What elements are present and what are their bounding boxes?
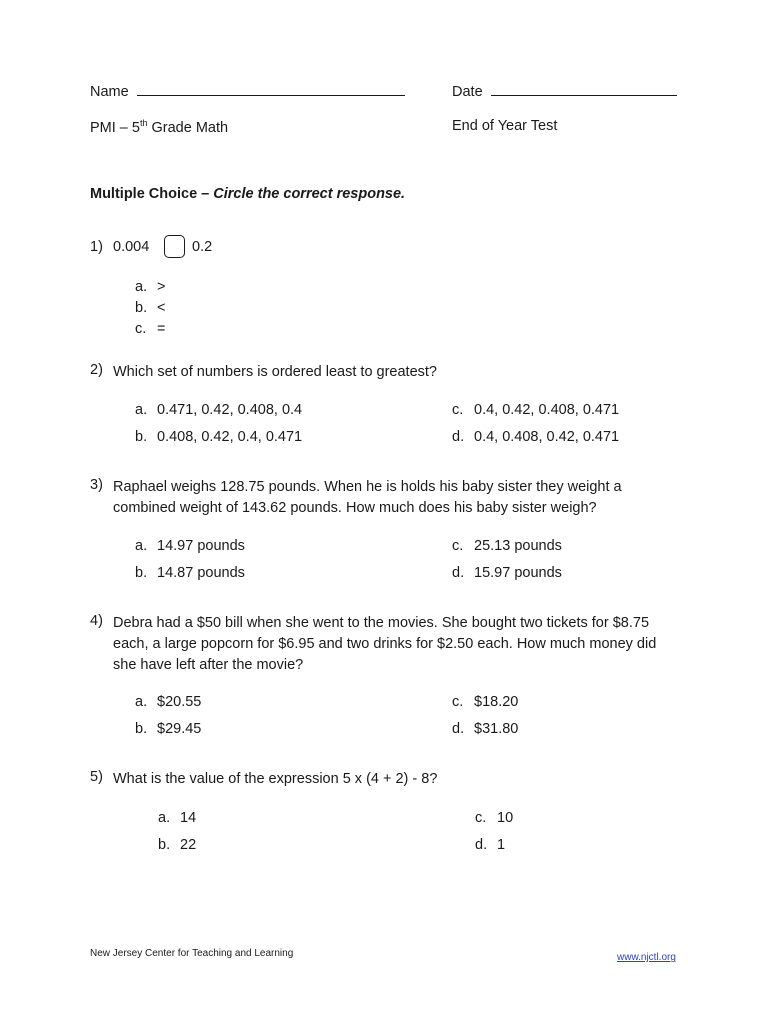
question-3-option-c[interactable] (452, 538, 562, 554)
option-letter: d. (452, 565, 465, 581)
question-4-option-d[interactable] (452, 721, 518, 737)
name-label: Name (90, 84, 129, 100)
date-field-row (452, 84, 677, 100)
option-text: 22 (180, 837, 197, 853)
question-5-option-b[interactable] (158, 837, 196, 853)
option-letter: c. (452, 402, 464, 418)
section-title-bold: Multiple Choice – (90, 186, 210, 202)
question-3-option-a[interactable] (135, 538, 245, 554)
option-letter: b. (135, 429, 148, 445)
question-4-option-b[interactable] (135, 721, 201, 737)
question-4-number: 4) (90, 613, 103, 629)
question-5-option-a[interactable] (158, 810, 196, 826)
option-letter: a. (158, 810, 171, 826)
question-5-number: 5) (90, 769, 103, 785)
option-text: 25.13 pounds (474, 538, 562, 554)
question-2-option-a[interactable] (135, 402, 302, 418)
option-letter: b. (135, 721, 148, 737)
question-5-option-d[interactable] (475, 837, 505, 853)
question-1-right-value: 0.2 (192, 239, 213, 255)
question-2-text: Which set of numbers is ordered least to greatest? (113, 364, 437, 380)
option-letter: a. (135, 538, 148, 554)
option-text: $29.45 (157, 721, 202, 737)
option-text: 14.87 pounds (157, 565, 245, 581)
option-text: 15.97 pounds (474, 565, 562, 581)
option-text: $31.80 (474, 721, 519, 737)
option-letter: b. (135, 300, 148, 316)
question-2-option-b[interactable] (135, 429, 302, 445)
option-letter: c. (452, 538, 464, 554)
option-letter: c. (475, 810, 487, 826)
question-4-text: Debra had a $50 bill when she went to the movies. She bought two tickets for $8.75 each, a large popcorn for $6.95 and two drinks for $2.50 each. How much money did she have left after the movie? (113, 615, 657, 673)
test-title: End of Year Test (452, 118, 558, 134)
option-letter: d. (475, 837, 488, 853)
option-text: < (157, 300, 166, 316)
section-title-italic: Circle the correct response. (213, 186, 406, 202)
option-letter: d. (452, 429, 465, 445)
question-2-option-d[interactable] (452, 429, 619, 445)
question-4-option-c[interactable] (452, 694, 518, 710)
name-field-row (90, 84, 405, 100)
option-letter: a. (135, 694, 148, 710)
option-text: $18.20 (474, 694, 519, 710)
option-text: = (157, 321, 166, 337)
course-prefix: PMI – 5 (90, 119, 140, 136)
date-blank-line[interactable] (491, 94, 677, 96)
course-title (90, 118, 228, 136)
option-text: 1 (497, 837, 506, 853)
option-text: 0.471, 0.42, 0.408, 0.4 (157, 402, 303, 418)
question-5-text: What is the value of the expression 5 x (4 + 2) - 8? (113, 771, 438, 787)
name-blank-line[interactable] (137, 94, 405, 96)
option-letter: c. (452, 694, 464, 710)
date-label: Date (452, 84, 483, 100)
option-letter: c. (135, 321, 147, 337)
option-text: > (157, 279, 166, 295)
option-text: 0.408, 0.42, 0.4, 0.471 (157, 429, 303, 445)
question-2-number: 2) (90, 362, 103, 378)
option-text: 14.97 pounds (157, 538, 245, 554)
footer-website-link[interactable]: www.njctl.org (617, 952, 676, 963)
question-1-left-value: 0.004 (113, 239, 150, 255)
question-3-option-b[interactable] (135, 565, 245, 581)
question-5-option-c[interactable] (475, 810, 513, 826)
footer-link-wrapper (617, 948, 676, 964)
question-2-option-c[interactable] (452, 402, 619, 418)
question-1-option-c[interactable] (135, 321, 165, 337)
option-letter: a. (135, 402, 148, 418)
option-letter: a. (135, 279, 148, 295)
footer-organization: New Jersey Center for Teaching and Learning (90, 948, 294, 959)
option-letter: b. (135, 565, 148, 581)
question-4-option-a[interactable] (135, 694, 201, 710)
question-3-text: Raphael weighs 128.75 pounds. When he is holds his baby sister they weight a combined weight of 143.62 pounds. How much does his baby sister weigh? (113, 479, 622, 516)
question-1-number: 1) (90, 239, 103, 255)
option-text: 14 (180, 810, 197, 826)
course-suffix: Grade Math (151, 119, 229, 136)
question-1-option-a[interactable] (135, 279, 165, 295)
section-title (90, 186, 405, 202)
course-superscript: th (139, 118, 148, 128)
option-text: $20.55 (157, 694, 202, 710)
question-3-option-d[interactable] (452, 565, 562, 581)
question-3-number: 3) (90, 477, 103, 493)
option-text: 0.4, 0.42, 0.408, 0.471 (474, 402, 620, 418)
option-letter: d. (452, 721, 465, 737)
option-text: 10 (497, 810, 514, 826)
option-text: 0.4, 0.408, 0.42, 0.471 (474, 429, 620, 445)
option-letter: b. (158, 837, 171, 853)
question-1-option-b[interactable] (135, 300, 165, 316)
question-1-comparison-box (164, 235, 185, 258)
